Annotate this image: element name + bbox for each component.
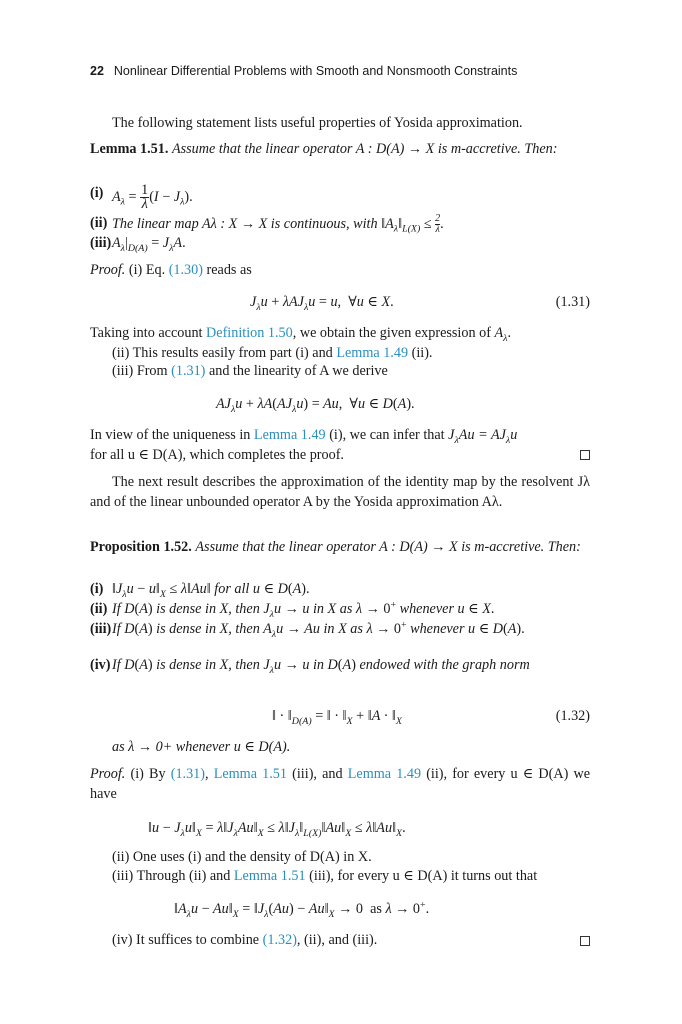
item-label: (ii) bbox=[90, 215, 108, 231]
intro-paragraph: The following statement lists useful properties of Yosida approximation. bbox=[112, 115, 523, 131]
eq-tag: (1.32) bbox=[555, 708, 590, 724]
prop-item-iii: (iii) If D(A) is dense in X, then $A_\lambda u \to Au$ in X as λ → 0+ whenever u ∈ D(A). bbox=[90, 619, 525, 640]
proof1-conclusion: In view of the uniqueness in Lemma 1.49 (i), we can infer that $J_\lambda Au = AJ_\lambda u$ for all u ∈ D(A), which completes the proof. bbox=[90, 426, 590, 465]
running-title: Nonlinear Differential Problems with Smooth and Nonsmooth Constraints bbox=[113, 64, 518, 78]
lemma-label: Lemma 1.51. bbox=[90, 141, 169, 157]
qed-symbol bbox=[580, 936, 590, 946]
eq-tag: (1.31) bbox=[555, 294, 590, 310]
item-ii-text: The linear map Aλ : X → X is continuous, with bbox=[112, 215, 378, 232]
transition-paragraph: The next result describes the approximation of the identity map by the resolvent Jλ and of the linear unbounded operator A by the Yosida approximation Aλ. bbox=[90, 474, 590, 510]
proposition-text: Assume that the linear operator A : D(A) → X is m-accretive. Then: bbox=[195, 539, 581, 555]
lemma-1-49-link[interactable]: Lemma 1.49 bbox=[347, 766, 422, 782]
eq-131-link[interactable]: (1.31) bbox=[171, 363, 206, 379]
lemma-text: Assume that the linear operator A : D(A) → X is m-accretive. Then: bbox=[171, 141, 558, 157]
lemma-item-iii: (iii) $A_\lambda|_{D(A)} = J_\lambda A$. bbox=[90, 235, 186, 254]
proof1-line1: Proof. (i) Eq. (1.30) reads as bbox=[90, 262, 252, 278]
qed-symbol bbox=[580, 450, 590, 460]
proof2-line2: (ii) One uses (i) and the density of D(A) in X. bbox=[112, 849, 372, 865]
prop-item-iv: (iv) If D(A) is dense in X, then $J_\lambda u \to u$ in D(A) endowed with the graph norm bbox=[90, 657, 530, 676]
prop-item-i: (i) $‖J_\lambda u$ − $u‖_X$ ≤ λ‖Au‖ for all u ∈ D(A). bbox=[90, 581, 310, 600]
lemma-item-i: (i) $A_\lambda$ = $\frac{1}{\lambda}$ $(I - J_\lambda)$. bbox=[90, 182, 193, 212]
proof2-line1: Proof. (i) By (1.31), Lemma 1.51 (iii), and Lemma 1.49 (ii), for every u ∈ D(A) we have bbox=[90, 766, 591, 802]
proof1-line2: Taking into account Definition 1.50, we obtain the given expression of $A_\lambda$. bbox=[90, 325, 511, 344]
lemma-1-49-link[interactable]: Lemma 1.49 bbox=[336, 345, 409, 361]
lemma-1-49-link[interactable]: Lemma 1.49 bbox=[253, 427, 326, 443]
lemma-statement bbox=[90, 140, 590, 160]
eq-130-link[interactable]: (1.30) bbox=[168, 262, 203, 278]
prop-after-equation: as λ → 0+ whenever u ∈ D(A). bbox=[112, 739, 291, 755]
prop-item-ii: (ii) If D(A) is dense in X, then $J_\lambda u \to u$ in X as λ → 0+ whenever u ∈ X. bbox=[90, 599, 495, 620]
proof2-line4: (iv) It suffices to combine (1.32), (ii), and (iii). bbox=[90, 931, 590, 951]
proof1-line4: (iii) From (1.31) and the linearity of A we derive bbox=[112, 363, 388, 379]
proof-label: Proof. bbox=[90, 262, 126, 278]
proposition-statement bbox=[90, 538, 590, 558]
eq-131-link[interactable]: (1.31) bbox=[170, 766, 205, 782]
eq-132-link[interactable]: (1.32) bbox=[262, 932, 297, 948]
running-head bbox=[90, 64, 517, 78]
proposition-label: Proposition 1.52. bbox=[90, 539, 192, 555]
proof2-line3: (iii) Through (ii) and Lemma 1.51 (iii), for every u ∈ D(A) it turns out that bbox=[112, 868, 538, 884]
lemma-item-ii: (ii) The linear map Aλ : X → X is continuous, with $‖A_\lambda‖_{L(X)}$ ≤ $\frac{2}{\lambda}$ . bbox=[90, 213, 444, 235]
proof-label: Proof. bbox=[90, 766, 126, 782]
lemma-1-51-link[interactable]: Lemma 1.51 bbox=[213, 766, 287, 782]
definition-1-50-link[interactable]: Definition 1.50 bbox=[206, 325, 293, 341]
lemma-1-51-link[interactable]: Lemma 1.51 bbox=[233, 868, 306, 884]
proof1-line3: (ii) This results easily from part (i) and Lemma 1.49 (ii). bbox=[112, 345, 433, 361]
page-number: 22 bbox=[90, 64, 104, 78]
item-label: (iii) bbox=[90, 235, 112, 251]
item-label: (i) bbox=[90, 185, 104, 201]
